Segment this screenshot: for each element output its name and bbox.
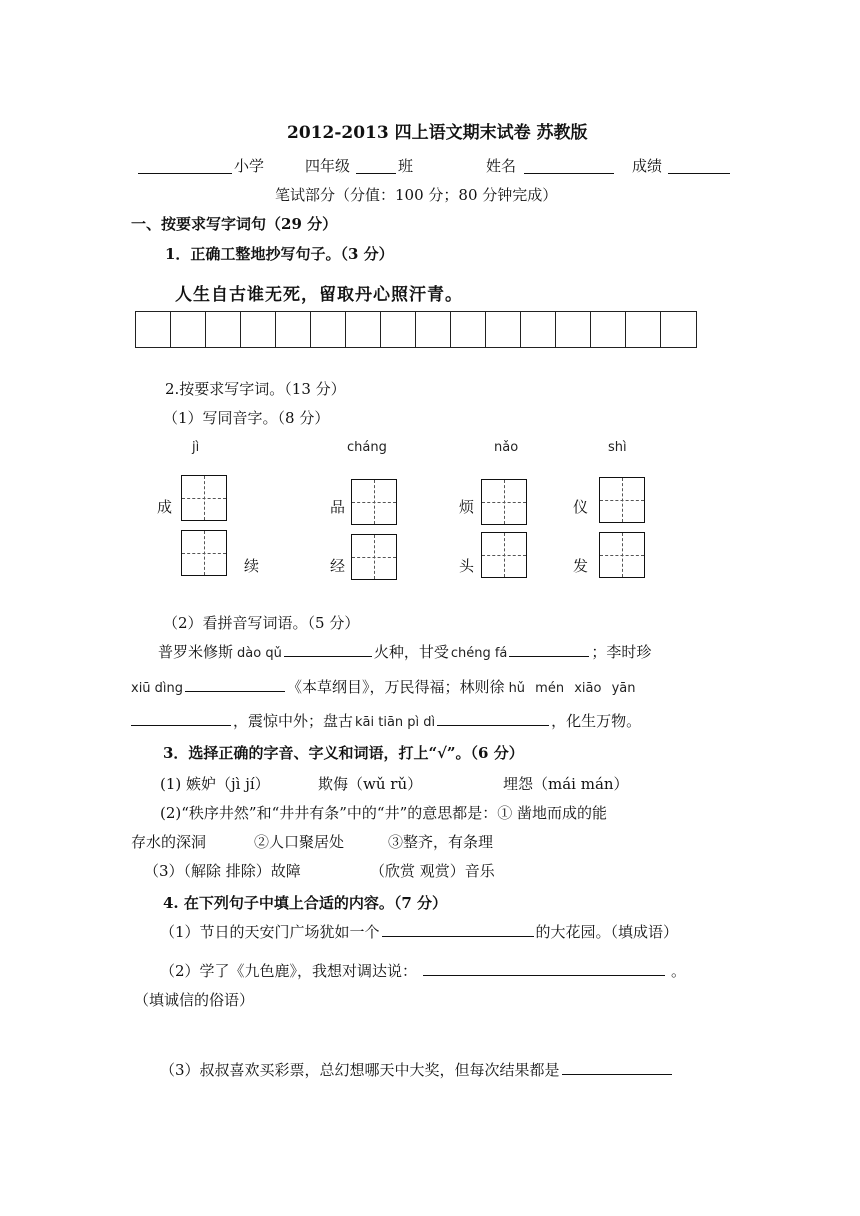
writing-grid[interactable]: [135, 311, 697, 348]
q3-line-4a: （3）（解除 排除）故障: [144, 862, 301, 880]
answer-blank[interactable]: [382, 935, 534, 937]
grid-cell[interactable]: [451, 312, 486, 347]
name-blank[interactable]: [524, 172, 614, 174]
pinyin-1: jì: [192, 440, 200, 455]
char-r1-3: 烦: [459, 498, 475, 516]
tianzige-box[interactable]: [351, 479, 397, 525]
answer-blank[interactable]: [562, 1073, 672, 1075]
answer-blank[interactable]: [423, 974, 665, 976]
tianzige-box[interactable]: [599, 477, 645, 523]
grid-cell[interactable]: [346, 312, 381, 347]
char-r2-4: 发: [573, 557, 589, 575]
copy-sentence: 人生自古谁无死，留取丹心照汗青。: [175, 285, 463, 305]
question-2-title: 2.按要求写字词。（13 分）: [165, 380, 346, 398]
grid-cell[interactable]: [241, 312, 276, 347]
class-label: 班: [398, 157, 414, 175]
score-blank[interactable]: [668, 172, 730, 174]
char-r1-2: 品: [330, 498, 346, 516]
subtitle: 笔试部分（分值：100 分；80 分钟完成）: [275, 186, 558, 204]
pinyin-2: cháng: [347, 440, 387, 455]
q3-line-3b: ②人口聚居处: [254, 833, 345, 851]
question-1-title: 1．正确工整地抄写句子。（3 分）: [165, 245, 394, 263]
score-label: 成绩: [632, 157, 663, 175]
char-r2-1: 续: [244, 557, 260, 575]
school-blank[interactable]: [138, 172, 232, 174]
pinyin-line-3: ，震惊中外；盘古 kāi tiān pì dì ，化生万物。: [131, 710, 641, 731]
part-1-title: （1）写同音字。（8 分）: [163, 409, 330, 427]
char-r2-2: 经: [330, 557, 346, 575]
page-title: 2012-2013 四上语文期末试卷 苏教版: [287, 123, 588, 143]
q3-line-3a: 存水的深洞: [131, 833, 207, 851]
grid-cell[interactable]: [556, 312, 591, 347]
answer-blank[interactable]: [131, 724, 231, 726]
grid-cell[interactable]: [661, 312, 696, 347]
grid-cell[interactable]: [416, 312, 451, 347]
q3-line-1a: (1) 嫉妒（jì jí）: [160, 775, 270, 793]
class-blank[interactable]: [356, 172, 396, 174]
q3-line-2: (2)“秩序井然”和“井井有条”中的“井”的意思都是：① 凿地而成的能: [160, 804, 608, 822]
question-3-title: 3．选择正确的字音、字义和词语，打上“√”。（6 分）: [163, 744, 524, 762]
answer-blank[interactable]: [185, 690, 285, 692]
answer-blank[interactable]: [284, 655, 372, 657]
grid-cell[interactable]: [136, 312, 171, 347]
tianzige-box[interactable]: [599, 532, 645, 578]
tianzige-box[interactable]: [481, 532, 527, 578]
grid-cell[interactable]: [171, 312, 206, 347]
grid-cell[interactable]: [521, 312, 556, 347]
char-r1-4: 仪: [573, 498, 589, 516]
q4-line-2: （2）学了《九色鹿》，我想对调达说： 。: [160, 962, 687, 980]
q3-line-1c: 埋怨（mái mán）: [503, 775, 629, 793]
char-r2-3: 头: [459, 557, 475, 575]
section-heading: 一、按要求写字词句（29 分）: [131, 215, 338, 233]
grid-cell[interactable]: [626, 312, 661, 347]
pinyin-3: nǎo: [494, 440, 519, 455]
q3-line-4b: （欣赏 观赏）音乐: [370, 862, 495, 880]
q4-line-3: （填诚信的俗语）: [134, 991, 255, 1009]
pinyin-4: shì: [608, 440, 627, 455]
pinyin-line-2: xiū dìng 《本草纲目》，万民得福；林则徐 hǔ mén xiāo yān: [131, 678, 636, 696]
q3-line-1b: 欺侮（wǔ rǔ）: [318, 775, 423, 793]
question-4-title: 4. 在下列句子中填上合适的内容。（7 分）: [163, 894, 448, 912]
grid-cell[interactable]: [276, 312, 311, 347]
q4-line-4: （3）叔叔喜欢买彩票，总幻想哪天中大奖，但每次结果都是: [160, 1059, 672, 1080]
answer-blank[interactable]: [437, 724, 549, 726]
name-label: 姓名: [486, 157, 517, 175]
answer-blank[interactable]: [509, 655, 589, 657]
pinyin-line-1: 普罗米修斯 dào qǔ 火种，甘受 chéng fá ；李时珍: [158, 643, 652, 661]
grid-cell[interactable]: [206, 312, 241, 347]
grid-cell[interactable]: [591, 312, 626, 347]
q4-line-1: （1）节日的天安门广场犹如一个 的大花园。（填成语）: [160, 923, 679, 941]
tianzige-box[interactable]: [481, 479, 527, 525]
grid-cell[interactable]: [381, 312, 416, 347]
char-r1-1: 成: [157, 498, 173, 516]
grid-cell[interactable]: [311, 312, 346, 347]
tianzige-box[interactable]: [351, 534, 397, 580]
part-2-title: （2）看拼音写词语。（5 分）: [163, 614, 360, 632]
school-label: 小学: [234, 157, 265, 175]
grid-cell[interactable]: [486, 312, 521, 347]
tianzige-box[interactable]: [181, 530, 227, 576]
q3-line-3c: ③整齐，有条理: [388, 833, 494, 851]
grade-label: 四年级: [305, 157, 351, 175]
tianzige-box[interactable]: [181, 475, 227, 521]
